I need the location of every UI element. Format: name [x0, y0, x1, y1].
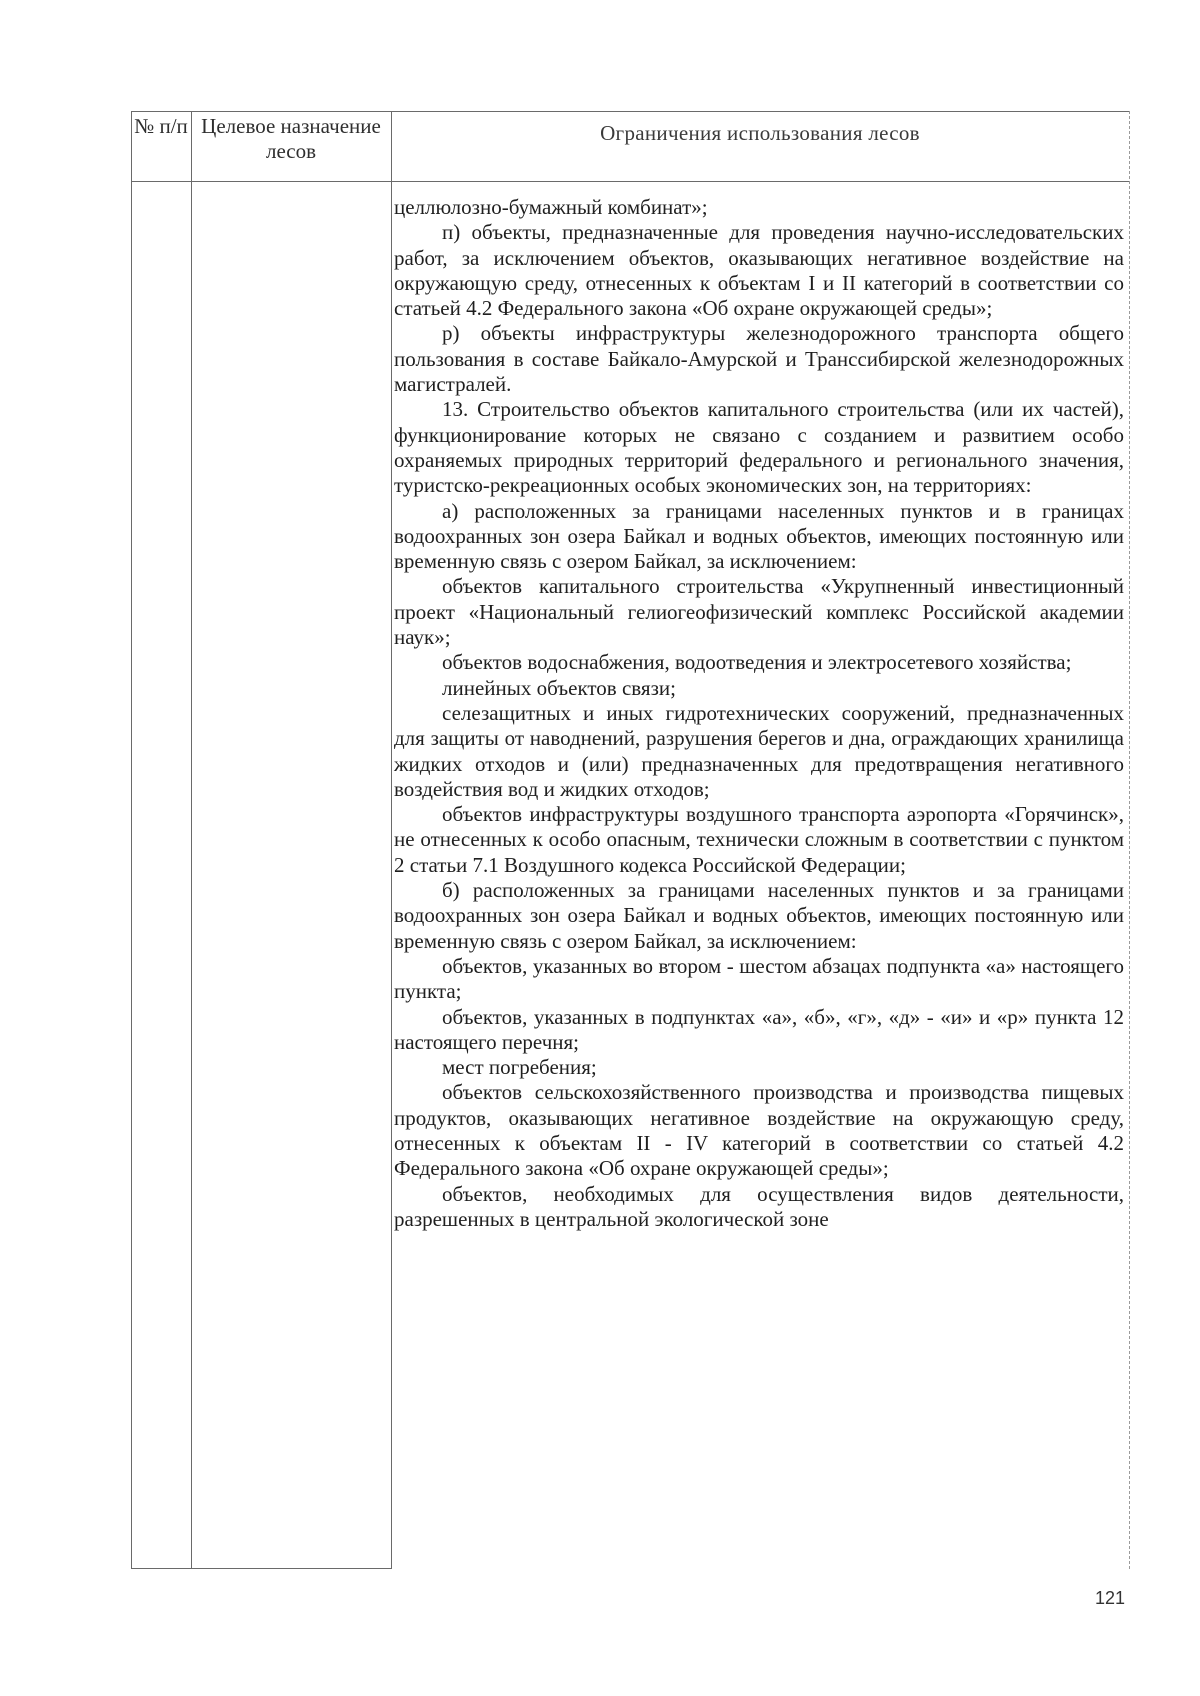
paragraph: селезащитных и иных гидротехнических сооружений, предназначенных для защиты от наводнений, разрушения берегов и дна, ограждающих хранилища жидких отходов и (или) предназначенных для предотвращения негативного воздействия вод и жидких отходов;	[394, 700, 1124, 801]
paragraph: целлюлозно-бумажный комбинат»;	[394, 195, 708, 219]
header-limits: Ограничения использования лесов	[600, 121, 920, 145]
column-divider-1	[191, 111, 192, 1569]
paragraph: линейных объектов связи;	[442, 675, 676, 700]
paragraph: объектов капитального строительства «Укрупненный инвестиционный проект «Национальный гелиогеофизический комплекс Российской академии наук»;	[394, 574, 1124, 650]
paragraph: мест погребения;	[442, 1055, 597, 1080]
paragraph: объектов, необходимых для осуществления видов деятельности, разрешенных в центральной экологической зоне	[394, 1181, 1124, 1231]
column-divider-2	[391, 111, 392, 1569]
limits-text-cell	[394, 195, 1124, 1232]
paragraph: а) расположенных за границами населенных пунктов и в границах водоохранных зон озера Байкал и водных объектов, имеющих постоянную или временную связь с озером Байкал, за исключением:	[394, 498, 1124, 574]
restrictions-table	[131, 111, 1130, 1569]
header-number: № п/п	[134, 114, 188, 138]
table-bottom-border	[131, 1568, 391, 1569]
paragraph: объектов водоснабжения, водоотведения и электросетевого хозяйства;	[442, 650, 1072, 675]
table-right-border	[1129, 111, 1131, 1569]
paragraph: объектов сельскохозяйственного производства и производства пищевых продуктов, оказывающих негативное воздействие на окружающую среду, отнесенных к объектам II - IV категорий в соответствии со статьей 4.2 Федерального закона «Об охране окружающей среды»;	[394, 1080, 1124, 1181]
paragraph: п) объекты, предназначенные для проведения научно-исследовательских работ, за исключением объектов, оказывающих негативное воздействие на окружающую среду, отнесенных к объектам I и II категорий в соответствии со статьей 4.2 Федерального закона «Об охране окружающей среды»;	[394, 220, 1124, 321]
paragraph: объектов, указанных во втором - шестом абзацах подпункта «а» настоящего пункта;	[394, 953, 1124, 1004]
paragraph: б) расположенных за границами населенных пунктов и за границами водоохранных зон озера Байкал и водных объектов, имеющих постоянную или временную связь с озером Байкал, за исключением:	[394, 878, 1124, 953]
table-top-border	[131, 111, 1130, 112]
table-left-border	[131, 111, 132, 1569]
paragraph: 13. Строительство объектов капитального строительства (или их частей), функционирование которых не связано с созданием и развитием особо охраняемых природных территорий федерального и регионального значения, туристско-рекреационных особых экономических зон, на территориях:	[394, 397, 1124, 498]
header-purpose: Целевое назначение лесов	[201, 114, 381, 163]
header-bottom-border	[131, 181, 1130, 182]
paragraph: р) объекты инфраструктуры железнодорожного транспорта общего пользования в составе Байкало-Амурской и Транссибирской железнодорожных магистралей.	[394, 321, 1124, 397]
paragraph: объектов инфраструктуры воздушного транспорта аэропорта «Горячинск», не отнесенных к особо опасным, технически сложным в соответствии с пунктом 2 статьи 7.1 Воздушного кодекса Российской Федерации;	[394, 802, 1124, 877]
page-number: 121	[1094, 1588, 1125, 1608]
paragraph: объектов, указанных в подпунктах «а», «б», «г», «д» - «и» и «р» пункта 12 настоящего перечня;	[394, 1004, 1124, 1054]
